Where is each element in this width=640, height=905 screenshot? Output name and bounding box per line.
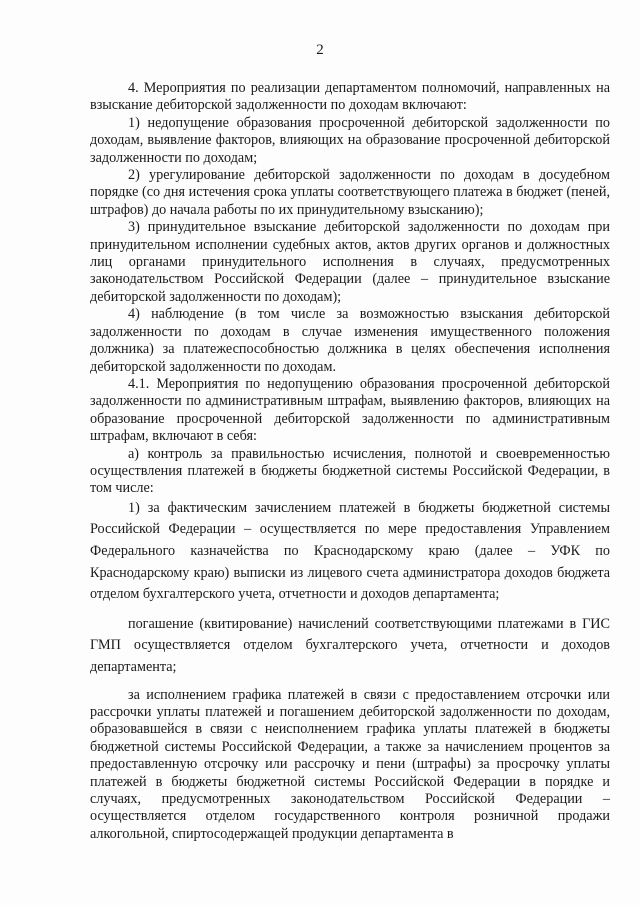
paragraph-4-1: 4.1. Мероприятия по недопущению образования просроченной дебиторской задолженности по административным штрафам, выявлению факторов, влияющих на образование просроченной дебиторской задолженности по административным штрафам, включают в себя: bbox=[90, 375, 610, 445]
paragraph-4-item-1: 1) недопущение образования просроченной дебиторской задолженности по доходам, выявление факторов, влияющих на образование просроченной дебиторской задолженности по доходам; bbox=[90, 114, 610, 166]
paragraph-4-item-4: 4) наблюдение (в том числе за возможностью взыскания дебиторской задолженности по доходам в случае изменения имущественного положения должника) за платежеспособностью должника в целях обеспечения исполнения дебиторской задолженности по доходам. bbox=[90, 306, 610, 375]
paragraph-quittance: погашение (квитирование) начислений соответствующими платежами в ГИС ГМП осуществляется отделом бухгалтерского учета, отчетности и доходов департамента; bbox=[90, 615, 610, 675]
paragraph-4-item-3: 3) принудительное взыскание дебиторской задолженности по доходам при принудительном исполнении судебных актов, актов других органов и должностных лиц органами принудительного исполнения в случаях, предусмотренных законодательством Российской Федерации (далее – принудительное взыскание дебиторской задолженности по доходам); bbox=[90, 219, 610, 305]
paragraph-4-item-2: 2) урегулирование дебиторской задолженности по доходам в досудебном порядке (со дня истечения срока уплаты соответствующего платежа в бюджет (пеней, штрафов) до начала работы по их принудительному взысканию); bbox=[90, 167, 610, 218]
paragraph-4: 4. Мероприятия по реализации департаментом полномочий, направленных на взыскание дебиторской задолженности по доходам включают: bbox=[90, 80, 610, 114]
paragraph-4-1-a-1: 1) за фактическим зачислением платежей в бюджеты бюджетной системы Российской Федерации – осуществляется по мере предоставления Управлением Федерального казначейства по Краснодарскому краю (далее – УФК по Краснодарскому краю) выписки из лицевого счета администратора доходов бюджета отделом бухгалтерского учета, отчетности и доходов департамента; bbox=[90, 499, 610, 603]
paragraph-4-1-a: а) контроль за правильностью исчисления, полнотой и своевременностью осуществления платежей в бюджеты бюджетной системы Российской Федерации, в том числе: bbox=[90, 445, 610, 497]
document-body bbox=[90, 80, 610, 843]
page-number: 2 bbox=[316, 42, 324, 58]
paragraph-payment-schedule: за исполнением графика платежей в связи с предоставлением отсрочки или рассрочки уплаты платежей и погашением дебиторской задолженности по доходам, образовавшейся в связи с неисполнением графика уплаты платежей в бюджеты бюджетной системы Российской Федерации, а также за начислением процентов за предоставленную отсрочку или рассрочку и пени (штрафы) за просрочку уплаты платежей в бюджеты бюджетной системы Российской Федерации в порядке и случаях, предусмотренных законодательством Российской Федерации – осуществляется отделом государственного контроля розничной продажи алкогольной, спиртосодержащей продукции департамента в bbox=[90, 686, 610, 842]
